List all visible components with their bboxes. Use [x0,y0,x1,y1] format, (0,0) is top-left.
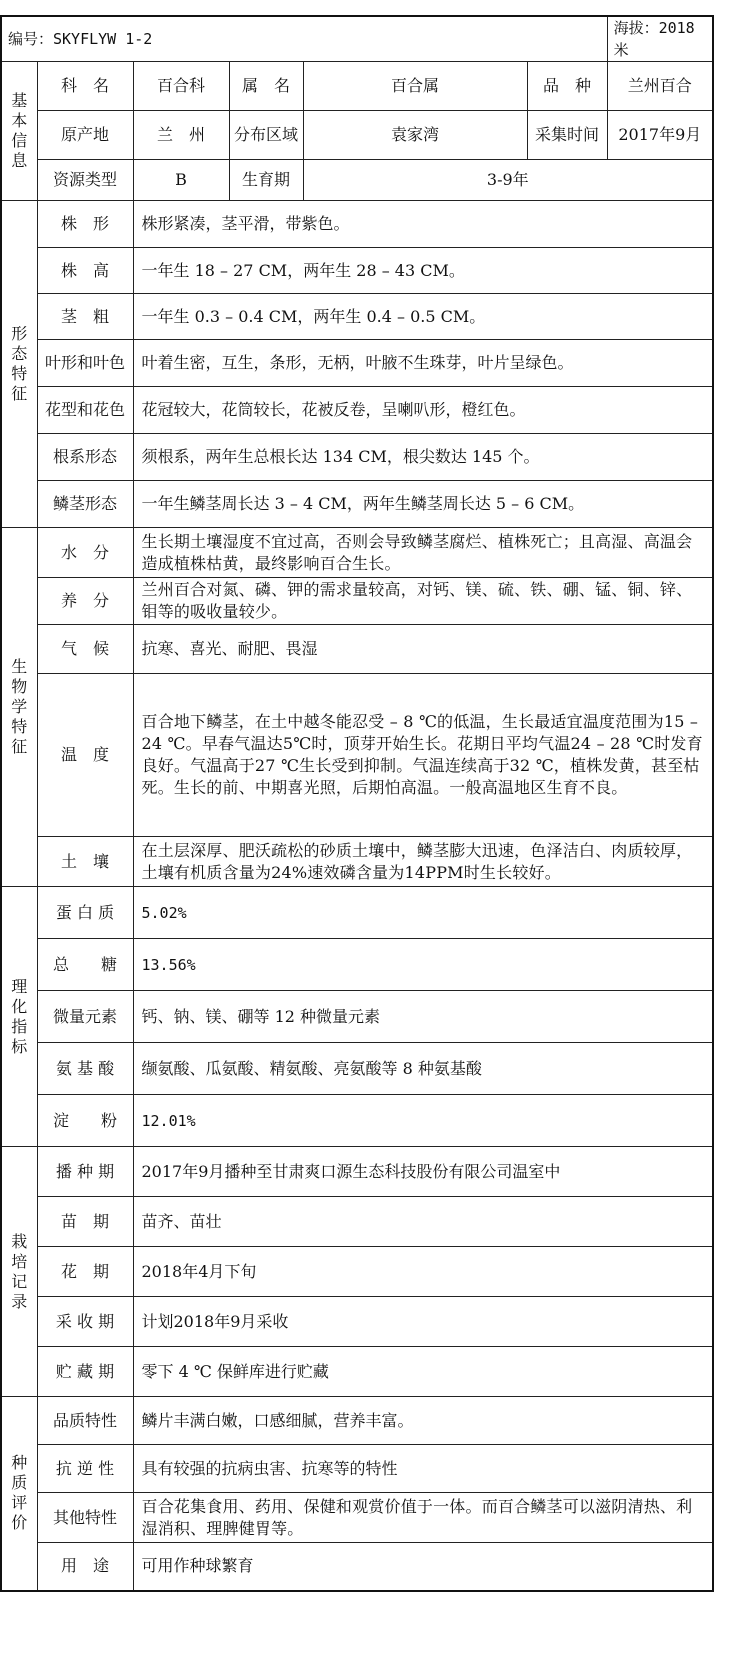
row-label: 氨 基 酸 [37,1043,133,1095]
row-value: 百合花集食用、药用、保健和观赏价值于一体。而百合鳞茎可以滋阴清热、利湿消积、理脾健胃等。 [133,1493,713,1543]
row-label: 用 途 [37,1543,133,1591]
origin-label: 原产地 [37,111,133,160]
row-label: 根系形态 [37,434,133,481]
group-physchem: 理化指标 [1,887,37,1147]
row-value: 计划2018年9月采收 [133,1297,713,1347]
row-label: 土 壤 [37,837,133,887]
row-label: 播 种 期 [37,1147,133,1197]
distribution-label: 分布区域 [229,111,303,160]
row-value: 株形紧凑，茎平滑，带紫色。 [133,201,713,248]
resource-type-label: 资源类型 [37,160,133,201]
row-label: 温 度 [37,674,133,837]
growth-period-value: 3-9年 [303,160,713,201]
table-row [1,1297,713,1347]
table-row [1,1247,713,1297]
row-label: 株 高 [37,248,133,294]
table-row [1,578,713,625]
row-label: 气 候 [37,625,133,674]
table-row [1,837,713,887]
basic-row-3 [1,160,713,201]
group-biology: 生物学特征 [1,528,37,887]
table-row [1,1543,713,1591]
row-label: 株 形 [37,201,133,248]
row-value: 12.01% [133,1095,713,1147]
group-evaluation: 种质评价 [1,1397,37,1591]
row-value: 苗齐、苗壮 [133,1197,713,1247]
table-row [1,1397,713,1445]
row-value: 2018年4月下旬 [133,1247,713,1297]
table-row [1,1493,713,1543]
row-value: 缬氨酸、瓜氨酸、精氨酸、亮氨酸等 8 种氨基酸 [133,1043,713,1095]
collect-time-value: 2017年9月 [607,111,713,160]
table-row [1,294,713,340]
table-row [1,248,713,294]
collect-time-label: 采集时间 [527,111,607,160]
row-label: 茎 粗 [37,294,133,340]
row-label: 品质特性 [37,1397,133,1445]
table-row [1,201,713,248]
row-value: 可用作种球繁育 [133,1543,713,1591]
row-value: 抗寒、喜光、耐肥、畏湿 [133,625,713,674]
table-row [1,625,713,674]
table-row [1,340,713,387]
row-label: 叶形和叶色 [37,340,133,387]
basic-row-1 [1,62,713,111]
row-value: 13.56% [133,939,713,991]
row-label: 淀 粉 [37,1095,133,1147]
row-value: 叶着生密，互生，条形，无柄，叶腋不生珠芽，叶片呈绿色。 [133,340,713,387]
variety-label: 品 种 [527,62,607,111]
row-value: 零下 4 ℃ 保鲜库进行贮藏 [133,1347,713,1397]
table-row [1,1043,713,1095]
table-row [1,991,713,1043]
table-row [1,387,713,434]
genus-label: 属 名 [229,62,303,111]
row-value: 一年生鳞茎周长达 3 – 4 CM，两年生鳞茎周长达 5 – 6 CM。 [133,481,713,528]
variety-value: 兰州百合 [607,62,713,111]
group-cultivation: 栽培记录 [1,1147,37,1397]
table-row [1,939,713,991]
row-value: 具有较强的抗病虫害、抗寒等的特性 [133,1445,713,1493]
row-label: 总 糖 [37,939,133,991]
table-row [1,674,713,837]
header-row [1,16,713,62]
table-row [1,434,713,481]
row-label: 养 分 [37,578,133,625]
row-value: 一年生 18 – 27 CM，两年生 28 – 43 CM。 [133,248,713,294]
row-label: 花型和花色 [37,387,133,434]
row-label: 抗 逆 性 [37,1445,133,1493]
row-value: 百合地下鳞茎，在土中越冬能忍受 – 8 ℃的低温，生长最适宜温度范围为15 – 24 ℃。早春气温达5℃时，顶芽开始生长。花期日平均气温24 – 28 ℃时发育良好。气温高于27 ℃生长受到抑制。气温连续高于32 ℃，植株发黄，甚至枯死。生长的前、中期喜光照，后期怕高温。一般高温地区生育不良。 [133,674,713,837]
table-row [1,528,713,578]
distribution-value: 袁家湾 [303,111,527,160]
row-label: 微量元素 [37,991,133,1043]
table-row [1,1197,713,1247]
genus-value: 百合属 [303,62,527,111]
origin-value: 兰 州 [133,111,229,160]
row-value: 一年生 0.3 – 0.4 CM，两年生 0.4 – 0.5 CM。 [133,294,713,340]
table-row [1,481,713,528]
record-code: 编号：SKYFLYW 1-2 [1,16,607,62]
row-value: 5.02% [133,887,713,939]
family-label: 科 名 [37,62,133,111]
row-value: 钙、钠、镁、硼等 12 种微量元素 [133,991,713,1043]
row-label: 采 收 期 [37,1297,133,1347]
row-value: 须根系，两年生总根长达 134 CM，根尖数达 145 个。 [133,434,713,481]
group-morphology: 形态特征 [1,201,37,528]
resource-type-value: B [133,160,229,201]
group-basic-info: 基本信息 [1,62,37,201]
row-value: 花冠较大，花筒较长，花被反卷，呈喇叭形，橙红色。 [133,387,713,434]
row-value: 兰州百合对氮、磷、钾的需求量较高，对钙、镁、硫、铁、硼、锰、铜、锌、钼等的吸收量较少。 [133,578,713,625]
family-value: 百合科 [133,62,229,111]
row-value: 鳞片丰满白嫩，口感细腻，营养丰富。 [133,1397,713,1445]
row-label: 其他特性 [37,1493,133,1543]
altitude: 海拔：2018 米 [607,16,713,62]
row-label: 蛋 白 质 [37,887,133,939]
table-row [1,1347,713,1397]
germplasm-record-table [0,15,714,1592]
table-row [1,1095,713,1147]
row-value: 生长期土壤湿度不宜过高，否则会导致鳞茎腐烂、植株死亡；且高湿、高温会造成植株枯黄，最终影响百合生长。 [133,528,713,578]
row-value: 在土层深厚、肥沃疏松的砂质土壤中，鳞茎膨大迅速，色泽洁白、肉质较厚，土壤有机质含量为24%速效磷含量为14PPM时生长较好。 [133,837,713,887]
row-label: 水 分 [37,528,133,578]
table-row [1,1147,713,1197]
row-value: 2017年9月播种至甘肃爽口源生态科技股份有限公司温室中 [133,1147,713,1197]
table-row [1,1445,713,1493]
row-label: 鳞茎形态 [37,481,133,528]
row-label: 贮 藏 期 [37,1347,133,1397]
row-label: 苗 期 [37,1197,133,1247]
row-label: 花 期 [37,1247,133,1297]
growth-period-label: 生育期 [229,160,303,201]
basic-row-2 [1,111,713,160]
table-row [1,887,713,939]
